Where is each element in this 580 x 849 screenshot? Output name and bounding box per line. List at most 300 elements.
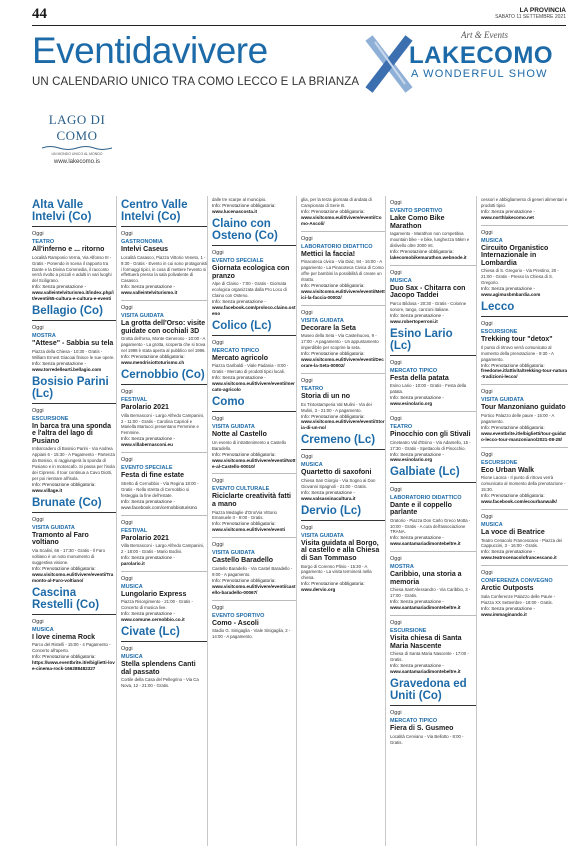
event-title: Notte al Castello — [212, 431, 267, 439]
event-info: Info: Prenotazione obbligatoria: — [212, 202, 276, 208]
event-title: Castello Baradello — [212, 557, 274, 565]
event-day: Oggi — [390, 710, 402, 717]
event-description: Località Casasco, Piazza Vittorio Veneto, 1 - 9:30 - Gratis - Evento in cui sono protagonisti i formaggi tipici, in cosa di mettere l'evento si effettuerà presso la sala polivalente di Casasco. — [121, 254, 207, 284]
event-description: Piazza Medaglie d'Oro/Via Vittorio Emanuele II - 9:00 - Gratis. — [212, 509, 277, 521]
city-rule — [481, 316, 568, 317]
event-description: Villa Bernasconi - Largo Alfredo Campanini, 2 - 18:00 - Gratis - Mario Bodini. — [121, 543, 205, 554]
event-entry — [121, 626, 207, 689]
event-title: Visita chiesa di Santa Maria Nascente — [390, 635, 462, 650]
lago-di-como-logo — [32, 112, 122, 174]
event-info: Info: Senza prenotazione - — [32, 360, 86, 366]
event-info: Info: Prenotazione obbligatoria: — [301, 208, 365, 214]
event-info: Info: Senza prenotazione - — [121, 284, 175, 290]
event-entry — [212, 600, 296, 640]
event-title: Lake Como Bike Marathon — [390, 215, 445, 230]
event-title: Eco Urban Walk — [481, 466, 535, 474]
event-description: Piazza Garibaldi - Viale Padania - 8:00 - Gratis - Mercato di prodotti tipici locali. — [212, 363, 289, 375]
event-link[interactable]: www.dervio.org — [301, 587, 336, 593]
event-link[interactable]: parolario.it — [121, 560, 145, 566]
city-rule — [32, 320, 116, 321]
event-entry — [212, 197, 296, 215]
event-title: Caribbio, una storia a memoria — [390, 571, 462, 586]
event-day: Oggi — [212, 416, 224, 423]
event-category: TEATRO — [32, 239, 55, 246]
event-entry — [32, 305, 116, 372]
event-category: VISITA GUIDATA — [301, 532, 344, 539]
event-description: Ex Tintostamperia Val Mulini - Via dei Mulini, 3 - 21:00 - A pagamento. — [301, 401, 372, 413]
event-category: MUSICA — [121, 654, 143, 661]
event-link[interactable]: www.agimusbmbardia.com — [481, 292, 541, 298]
event-day: Oggi — [481, 513, 493, 520]
event-link[interactable]: www.mendrisiottoturismo.ch — [121, 360, 185, 366]
event-category: VISITA GUIDATA — [32, 524, 75, 531]
event-category: LABORATORIO DIDATTICO — [301, 243, 373, 250]
event-title: Lungolario Express — [121, 590, 187, 598]
event-title: La voce di Beatrice — [481, 528, 545, 536]
event-title: Riciclarte creatività fatti a mano — [212, 493, 291, 509]
event-category: VISITA GUIDATA — [212, 424, 255, 431]
event-day: Oggi — [32, 407, 44, 414]
event-info: Info: Prenotazione obbligatoria: — [301, 282, 365, 288]
city-rule — [121, 641, 207, 642]
event-entry — [301, 434, 385, 501]
section-subtitle: UN CALENDARIO UNICO TRA COMO LECCO E LA BRIANZA — [32, 76, 360, 88]
event-link[interactable]: freedome.it/attivita/trekking-tour-natura-tradizioni-lecco/ — [481, 368, 568, 380]
event-day: Oggi — [32, 325, 44, 332]
event-day: Oggi — [481, 451, 493, 458]
event-entry — [301, 305, 385, 369]
event-divider — [121, 300, 207, 301]
event-link[interactable]: www.eventbrite.it/e/biglietti/tour-guidato-lecco-tour-manzoniano/2021-08-28/ — [481, 430, 566, 442]
lakecomo-logo — [363, 30, 568, 102]
page-topbar — [32, 8, 566, 26]
event-category: VISITA GUIDATA — [301, 317, 344, 324]
event-entry — [121, 199, 207, 296]
event-entry — [212, 218, 296, 317]
lago-di-como-url[interactable]: www.lakecomo.is — [53, 159, 100, 165]
event-description: dalle tre scarpe al municipio. — [212, 197, 267, 202]
event-info: Info: Senza prenotazione - — [121, 436, 175, 442]
event-divider — [390, 411, 476, 412]
event-title: Como - Ascoli — [212, 619, 259, 627]
event-description: Imbarcadero di Bosisio Parini - Via Andrea Appiani 6 - 15:30 - A Pagamento - Partenza da Bosisio, si raggiungerà la sponda di Pusiano e in motoscafo. Si passa per l'isola dei Cipressi. Il tour continua a Cavo Diotti, per poi rientrare all'isola. — [32, 446, 115, 481]
event-category: MUSICA — [481, 521, 503, 528]
issue-date: SABATO 11 SETTEMBRE 2021 — [495, 13, 566, 20]
city-heading: Alta Valle Intelvi (Co) — [32, 199, 92, 224]
event-info: Info: Senza prenotazione - — [390, 663, 444, 669]
event-info: Info: Senza prenotazione - — [481, 286, 535, 292]
event-description: Cineteatro Val d'Esino - Via Adamello, 15 - 17:30 - Gratis - Spettacolo di Pinocchio. — [390, 439, 471, 451]
city-heading: Brunate (Co) — [32, 496, 102, 509]
event-link[interactable]: www.northlakecomo.net — [481, 214, 534, 220]
city-heading: Civate (Lc) — [121, 626, 180, 639]
city-heading: Centro Valle Intelvi (Co) — [121, 199, 188, 224]
event-description: Portico Palazzo delle paure - 15:00 - A pagamento. — [481, 412, 555, 424]
event-day: Oggi — [390, 486, 402, 493]
event-title: Stella splendens Canti dal passato — [121, 661, 196, 676]
event-entry — [390, 328, 476, 407]
event-entry — [301, 373, 385, 431]
event-entry — [121, 452, 207, 510]
event-description: Cortile della Casa del Pellegrino - Via Ca Nova, 12 - 21:00 - Gratis. — [121, 677, 199, 689]
event-title: Visita guidata al Borgo, al castello e alla Chiesa di San Tommaso — [301, 539, 380, 562]
city-rule — [121, 384, 207, 385]
event-divider — [481, 225, 568, 226]
event-description: Esino Lario - 10:00 - Gratis - Festa della patata. — [390, 383, 467, 395]
event-description: Località Cerviano - Via Bellotto - 8:00 - Gratis. — [390, 733, 464, 745]
event-info: Info: Prenotazione obbligatoria: — [481, 493, 545, 499]
event-link[interactable]: www.santamariadimontebeltre.it — [390, 669, 461, 675]
event-category: MUSICA — [481, 237, 503, 244]
event-entry — [212, 320, 296, 393]
event-title: Tour Manzoniano guidato — [481, 404, 566, 412]
event-info: Info: Senza prenotazione - — [481, 605, 535, 611]
city-rule — [32, 403, 116, 404]
city-heading: Bellagio (Co) — [32, 305, 103, 318]
event-info: Info: Prenotazione obbligatoria: — [212, 577, 276, 583]
event-entry — [301, 231, 385, 301]
city-heading: Cascina Restelli (Co) — [32, 586, 100, 611]
event-entry — [121, 571, 207, 623]
event-day: Oggi — [121, 389, 133, 396]
event-description: Chiesa Sant'Alessandro - Via Caribbio, 3 - 17:00 - Gratis. — [390, 587, 471, 599]
event-divider — [212, 600, 296, 601]
event-link[interactable]: www.visitcomo.eu/it/vivere/eventi/mercato-agricolo — [212, 381, 295, 393]
event-link[interactable]: www.immaginando.it — [481, 611, 527, 617]
event-category: TEATRO — [390, 424, 413, 431]
event-divider — [301, 305, 385, 306]
city-heading: Lecco — [481, 301, 515, 314]
event-day: Oggi — [121, 305, 133, 312]
event-entry — [301, 197, 385, 227]
event-title: Festa di fine estate — [121, 472, 185, 480]
event-day: Oggi — [121, 519, 133, 526]
event-link[interactable]: www.valleintelviturismo.it/index.php/it/eventi/65-cultura-e-cultura-e-eventi — [32, 290, 114, 302]
event-day: Oggi — [301, 235, 313, 242]
event-day: Oggi — [390, 269, 402, 276]
event-category: VISITA GUIDATA — [481, 397, 524, 404]
event-title: Arctic Outposts — [481, 585, 534, 593]
event-description: Un evento di intrattenimento a Castello Baradello. — [212, 439, 287, 451]
event-category: EVENTO SPORTIVO — [212, 612, 265, 619]
event-divider — [121, 571, 207, 572]
event-title: Mercato agricolo — [212, 354, 269, 362]
city-heading: Colico (Lc) — [212, 319, 272, 332]
event-link[interactable]: www.valleintelviturismo.it — [121, 290, 178, 296]
city-rule — [32, 614, 116, 615]
event-info: Info: Senza prenotazione - — [32, 284, 86, 290]
event-title: Decorare la Seta — [301, 324, 356, 332]
event-description: Castello Baradello - Via Castel Baradello - 9:00 - A pagamento. — [212, 565, 293, 577]
event-divider — [390, 265, 476, 266]
event-description: Chiesa di S. Gregorio - Via Prestino, 20 - 21:00 - Gratis - Presso la Chiesa di S. Gregorio. — [481, 268, 559, 286]
event-category: EVENTO CULTURALE — [212, 486, 270, 493]
event-column — [32, 196, 116, 846]
event-info: Info: Senza prenotazione - — [390, 312, 444, 318]
event-day: Oggi — [32, 618, 44, 625]
event-day: Oggi — [301, 524, 313, 531]
event-title: Trekking tour "detox" — [481, 336, 553, 344]
event-divider — [390, 615, 476, 616]
event-entry — [481, 197, 568, 221]
event-description: Iagamento - Marathon non competitiva mountain bike - e bike, lunghezza 55km e dislivello oltre 2000 mt. — [390, 231, 470, 248]
event-link[interactable]: lakecomobikemarathon.webnode.it — [390, 254, 467, 260]
event-day: Oggi — [212, 542, 224, 549]
event-column — [385, 196, 476, 846]
event-title: Pinocchio con gli Stivali — [390, 431, 471, 439]
event-divider — [301, 373, 385, 374]
event-title: Storia di un no — [301, 393, 350, 401]
lago-di-como-logo-text: LAGO DI COMO — [48, 112, 106, 143]
event-title: Intelvi Caseus — [121, 246, 169, 254]
event-info: Info: Senza prenotazione - — [121, 554, 175, 560]
event-day: Oggi — [390, 416, 402, 423]
city-rule — [390, 355, 476, 356]
page-number: 44 — [32, 6, 47, 22]
city-rule — [212, 411, 296, 412]
event-link[interactable]: www.visitcomo.eu/it/vivere/eventi/Como-Ascoli/ — [301, 214, 382, 226]
x-mark-icon — [365, 34, 413, 94]
event-info: Info: Prenotazione obbligatoria: — [212, 521, 276, 527]
event-link[interactable]: www.village.it — [32, 487, 63, 493]
event-description: Rione Laorca - Il punto di ritrovo verrà comunicato al momento della prenotazione - 15:30. — [481, 475, 566, 493]
event-category: FESTIVAL — [121, 527, 148, 534]
event-column — [296, 196, 385, 846]
event-divider — [212, 537, 296, 538]
event-link[interactable]: https://www.eventbrite.it/e/biglietti-love-cinema-rock-166288482327 — [32, 660, 115, 672]
event-divider — [481, 509, 568, 510]
event-info: Info: Prenotazione obbligatoria: — [121, 354, 185, 360]
event-title: Circuito Organistico Internazionale in Lombardia — [481, 244, 549, 267]
event-category: VISITA GUIDATA — [212, 550, 255, 557]
event-category: MUSICA — [121, 583, 143, 590]
event-info: Info: Senza prenotazione - — [212, 375, 266, 381]
event-category: MOSTRA — [32, 333, 56, 340]
event-info: Info: Prenotazione obbligatoria: — [32, 654, 96, 660]
event-category: MERCATO TIPICO — [390, 718, 438, 725]
event-description: Piazza Risorgimento - 21:00 - Gratis - Concerto di musica live. — [121, 599, 193, 611]
event-title: Parolario 2021 — [121, 534, 169, 542]
newspaper-masthead — [495, 8, 566, 20]
event-divider — [301, 231, 385, 232]
event-link[interactable]: www.visitcomo.eu/it/vivere/eventi/Notte-al-Castello-00010/ — [212, 457, 296, 469]
newspaper-name: LA PROVINCIA — [519, 7, 566, 14]
event-info: Info: Senza prenotazione - — [481, 208, 535, 214]
event-category: ESCURSIONE — [481, 459, 518, 466]
event-column — [116, 196, 207, 846]
event-day: Oggi — [121, 646, 133, 653]
event-entry — [390, 265, 476, 325]
event-day: Oggi — [212, 339, 224, 346]
city-rule — [121, 226, 207, 227]
event-link[interactable]: www.comune.cernobbio.co.it — [121, 617, 185, 623]
city-rule — [301, 449, 385, 450]
event-link[interactable]: www.teatrocenacolofrancescano.it — [481, 555, 557, 561]
events-columns — [32, 196, 568, 846]
event-info: Info: Senza prenotazione - — [212, 298, 266, 304]
event-day: Oggi — [301, 309, 313, 316]
city-rule — [390, 705, 476, 706]
event-entry — [481, 384, 568, 442]
event-category: EVENTO SPECIALE — [121, 465, 173, 472]
event-day: Oggi — [390, 556, 402, 563]
event-description: Pinacoteca civica - Via Diaz, 84 - 16:00 - A pagamento - La Pinacoteca Civica di Como offre per bambini la possibilità di creare un ritratto. — [301, 259, 384, 283]
event-link[interactable]: www.lucenascosta.it — [212, 208, 258, 214]
event-day: Oggi — [32, 231, 44, 238]
event-day: Oggi — [390, 359, 402, 366]
event-entry — [121, 369, 207, 448]
art-events-label: Art & Events — [461, 30, 508, 40]
event-category: TEATRO — [301, 386, 324, 393]
event-divider — [390, 551, 476, 552]
event-entry — [481, 509, 568, 561]
event-link[interactable]: www.esinolario.org — [390, 401, 433, 407]
event-category: MERCATO TIPICO — [212, 347, 260, 354]
event-day: Oggi — [212, 604, 224, 611]
event-link[interactable]: www.visitcomo.eu/it/vivere/eventi — [212, 527, 286, 533]
event-divider — [481, 565, 568, 566]
event-entry — [121, 515, 207, 567]
event-info: Info: Prenotazione obbligatoria: — [32, 481, 96, 487]
city-heading: Cernobbio (Co) — [121, 369, 205, 382]
event-link[interactable]: www.valsassinacultura.it — [301, 495, 356, 501]
event-link[interactable]: www.villabernasconi.eu — [121, 442, 173, 448]
event-info: Info: Prenotazione obbligatoria: — [390, 248, 454, 254]
event-info: Info: Senza prenotazione - www.facebook.com/cernobbioturismo — [121, 498, 198, 510]
event-title: All'inferno e ... ritorno — [32, 246, 105, 254]
event-entry — [212, 537, 296, 595]
event-info: Info: Prenotazione obbligatoria: — [301, 581, 365, 587]
event-description: Via Scalini, 66 - 17:30 - Gratis - Il Faro voltiano è un noto monumento di suggestiva visione. — [32, 547, 105, 565]
event-day: Oggi — [212, 249, 224, 256]
event-day: Oggi — [390, 620, 402, 627]
event-day: Oggi — [481, 570, 493, 577]
event-title: Giornata ecologica con pranzo — [212, 264, 290, 280]
event-divider — [212, 473, 296, 474]
event-divider — [121, 452, 207, 453]
event-info: Info: Senza prenotazione - — [481, 549, 535, 555]
event-link[interactable]: www.facebook.com/ecourbanwalk/ — [481, 498, 557, 504]
event-description: Chiesa San Giorgio - Via Sogno ai Don Giovanni Spagnoli - 21:00 - Gratis. — [301, 478, 376, 489]
city-rule — [390, 482, 476, 483]
event-title: Festa della patata — [390, 374, 449, 382]
event-day: Oggi — [121, 231, 133, 238]
lakecomo-tagline: A WONDERFUL SHOW — [411, 68, 548, 80]
event-entry — [481, 301, 568, 380]
event-info: Info: Prenotazione obbligatoria: — [32, 565, 96, 571]
event-title: La grotta dell'Orso: visite guidate con occhiali 3D — [121, 320, 206, 335]
event-entry — [32, 199, 116, 302]
event-description: Chiesa di Santa Maria Nascente - 17:00 - Gratis. — [390, 651, 469, 663]
event-category: MOSTRA — [390, 564, 414, 571]
event-day: Oggi — [390, 200, 402, 206]
event-info: Info: Senza prenotazione - — [390, 535, 444, 541]
event-title: Quartetto di saxofoni — [301, 469, 372, 477]
city-rule — [32, 226, 116, 227]
city-heading: Dervio (Lc) — [301, 504, 362, 517]
event-description: Parco Bildosa - 20:30 - Gratis - Colonne sonore, tango, canzoni italiane. — [390, 300, 467, 312]
event-divider — [481, 384, 568, 385]
event-description: Grotta dell'orso, Monte Generoso - 10:00 - A pagamento - La grotta, scoperta che si trova nel 1998 è stata aperta al pubblico nel 1996. — [121, 336, 206, 354]
event-link[interactable]: www.visitcomo.eu/it/vivere/eventi/Storia-di-un-no/ — [301, 419, 385, 431]
event-info: Info: Prenotazione obbligatoria: — [481, 424, 545, 430]
event-title: In barca tra una sponda e l'altra del lago di Pusiano — [32, 422, 111, 445]
city-heading: Cremeno (Lc) — [301, 434, 376, 447]
event-link[interactable]: www.santamariadimontebeltre.it — [390, 541, 461, 547]
section-header — [32, 30, 568, 192]
event-entry — [32, 497, 116, 584]
event-category: VISITA GUIDATA — [121, 313, 164, 320]
event-category: MERCATO TIPICO — [390, 367, 438, 374]
event-category: ESCURSIONE — [32, 415, 69, 422]
event-entry — [390, 411, 476, 463]
event-entry — [301, 505, 385, 593]
event-description: Oratorio - Piazza Don Carlo Greco Motta - 10:00 - Gratis - A cura dell'associazione TRANA. — [390, 517, 471, 535]
event-description: Stretto di Cernobbio - Via Regina 18:00 - Gratis - Nella stretta di Cernobbio si festeggia la fine dell'estate. — [121, 480, 199, 498]
event-entry — [481, 447, 568, 505]
event-description: Stadio G. Sinigaglia - Viale Sinigaglia, 2 - 14:00 - A pagamento. — [212, 628, 291, 640]
event-description: Il punto di ritrovo verrà comunicato al momento della prenotazione - 9:30 - A pagamento. — [481, 344, 554, 362]
event-day: Oggi — [212, 478, 224, 485]
event-info: Info: Senza prenotazione - — [390, 451, 444, 457]
city-heading: Como — [212, 396, 245, 409]
event-category: ESCURSIONE — [390, 628, 427, 635]
event-entry — [390, 466, 476, 547]
event-title: Dante e il coppello parlante — [390, 501, 452, 517]
event-entry — [212, 473, 296, 533]
event-info: Info: Senza prenotazione - — [121, 611, 175, 617]
event-info: Info: Prenotazione obbligatoria: — [301, 351, 365, 357]
event-info: Info: Prenotazione obbligatoria: — [212, 451, 276, 457]
event-divider — [121, 515, 207, 516]
event-category: MUSICA — [32, 626, 54, 633]
event-link[interactable]: www.visitcomo.eu/it/vivere/eventi/Tramonto-al-Faro-voltiano/ — [32, 571, 114, 583]
event-link[interactable]: www.esinolario.org — [390, 457, 433, 463]
event-title: Parolario 2021 — [121, 404, 169, 412]
city-heading: Galbiate (Lc) — [390, 466, 460, 479]
city-rule — [301, 520, 385, 521]
event-description: glia, per la terza giornata di andata di Campionato di Serie B. — [301, 197, 372, 208]
event-entry — [121, 300, 207, 366]
city-heading: Claino con Osteno (Co) — [212, 217, 278, 242]
event-info: Info: Prenotazione obbligatoria: — [301, 413, 365, 419]
event-title: Mettici la faccia! — [301, 250, 356, 258]
event-category: GASTRONOMIA — [121, 239, 163, 246]
event-link[interactable]: www.robertoperroni.it — [390, 318, 438, 324]
event-entry — [390, 200, 476, 261]
event-link[interactable]: www.santamariadimontebeltre.it — [390, 605, 461, 611]
event-link[interactable]: www.visitcomo.eu/it/vivere/eventi/Decorare-la-Seta-00002/ — [301, 357, 384, 369]
event-category: EVENTO SPECIALE — [212, 257, 264, 264]
event-description: Museo della Seta - Via Castelnuovo, 9 - 17:00 - A pagamento - Un appuntamento imperdibile per scoprire la seta. — [301, 333, 379, 351]
event-link[interactable]: www.visitcomo.eu/it/vivere/eventi/Mettici-la-faccia-00002/ — [301, 288, 385, 300]
event-entry — [390, 678, 476, 746]
event-info: Info: Senza prenotazione - — [390, 599, 444, 605]
event-divider — [481, 447, 568, 448]
city-heading: Gravedona ed Uniti (Co) — [390, 678, 467, 703]
event-entry — [390, 551, 476, 611]
event-day: Oggi — [121, 575, 133, 582]
event-column — [207, 196, 296, 846]
event-link[interactable]: www.facebook.com/proloco.claino.osteno — [212, 304, 296, 316]
event-title: I love cinema Rock — [32, 633, 96, 641]
lakecomo-name: LAKECOMO — [409, 42, 553, 69]
event-info: Info: Prenotazione obbligatoria: — [481, 362, 545, 368]
event-day: Oggi — [301, 454, 313, 461]
event-link[interactable]: www.torredellearti.bellagio.com — [32, 366, 102, 372]
event-day: Oggi — [121, 457, 133, 464]
event-link[interactable]: www.visitcomo.eu/it/vivere/eventi/castello-baradello-00067/ — [212, 583, 296, 595]
